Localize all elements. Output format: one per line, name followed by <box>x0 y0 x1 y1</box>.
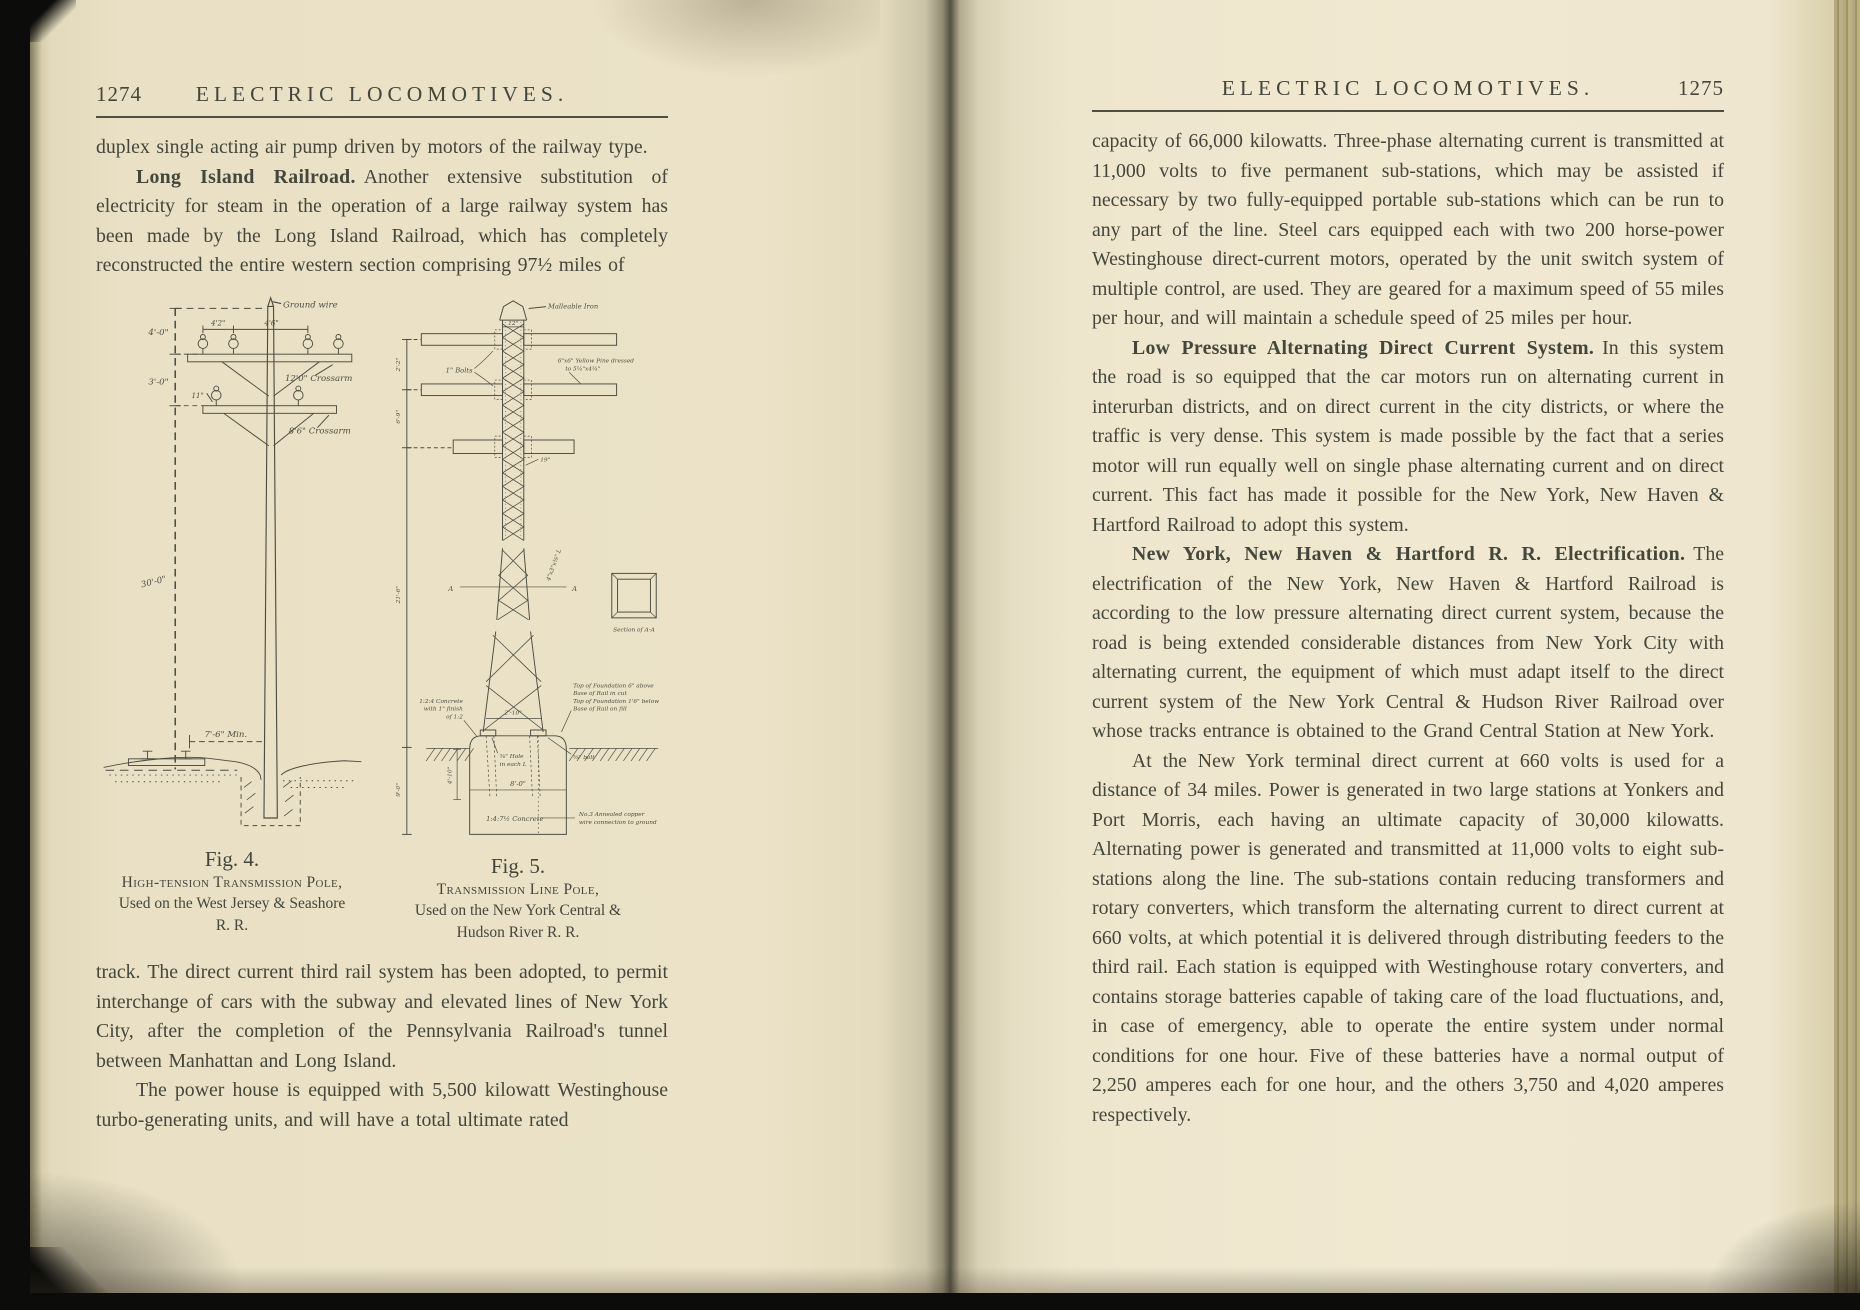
fig5-drawing <box>368 295 668 846</box>
figure-row <box>96 295 668 944</box>
figure-4-title-line: Used on the West Jersey & Seashore <box>118 895 346 912</box>
fig4-pole-pit <box>241 776 300 825</box>
fig4-insulators-upper <box>198 334 343 354</box>
fig4-label-ground-wire: Ground wire <box>283 299 338 310</box>
fig5-label-found-4: Base of Rail on fill <box>573 706 627 713</box>
top-fold-shadow <box>590 0 880 78</box>
fig4-pole <box>264 297 281 817</box>
fig5-label-found-1: Top of Foundation 6" above <box>573 682 654 689</box>
book-fore-edge <box>1834 0 1860 1293</box>
paragraph <box>96 1076 668 1135</box>
fig5-malleable-cap <box>500 300 546 326</box>
paragraph-text: capacity of 66,000 kilowatts. Three-phase alternating current is transmitted at 11,000 volts to five permanent sub-stations, which may be assisted if necessary by two fully-equipped portable sub-stations which can be run to any part of the line. Steel cars equipped each with two 200 horse-power Westinghouse direct-current motors, operated by the unit switch system of multiple control, are used. They are geared for a maximum speed of 55 miles per hour, and will maintain a schedule speed of 25 miles per hour. <box>1092 130 1724 329</box>
fig5-label-ground-2: wire connection to ground <box>578 819 657 826</box>
fig5-label-found-3: Top of Foundation 1'6" below <box>573 698 660 705</box>
fig5-label-dim-4-10: 4'-10" <box>447 766 454 784</box>
section-heading: Low Pressure Alternating Direct Current System. <box>1132 336 1595 359</box>
fig4-insulators-lower <box>211 386 303 406</box>
fig5-label-dim-8-0: 8'-0" <box>510 779 526 788</box>
fig4-label-dim-4-6: 4'6" <box>264 318 279 328</box>
paper-left-edge-shadow <box>30 0 42 1293</box>
page-left <box>96 82 668 1135</box>
figure-5-title-line: Hudson River R. R. <box>456 923 580 941</box>
paragraph-text: In this system the road is so equipped that the car motors run on alternating current in interurban districts, and on direct current in the city districts, or where the traffic is very dense. This system is made possible by the fact that a series motor will run equally well on single phase alternating current and on direct current. This fact has made it possible for the New York, New Haven & Hartford Railroad to adopt this system. <box>1092 336 1724 536</box>
page-number-left: 1274 <box>96 82 142 106</box>
section-heading: New York, New Haven & Hartford R. R. Electrification. <box>1132 543 1686 565</box>
fig5-label-dim-6-9: 6'-9" <box>396 409 403 424</box>
paragraph-text: The power house is equipped with 5,500 kilowatt Westinghouse turbo-generating units, and will have a total ultimate rated <box>96 1079 668 1131</box>
figure-5-number: Fig. 5. <box>490 853 546 878</box>
fig5-label-dim-21-6: 21'-6" <box>396 585 403 603</box>
figure-4-caption <box>96 847 368 937</box>
figure-4 <box>96 295 368 944</box>
fig5-label-dim-9-0: 9'-0" <box>396 782 403 797</box>
bottom-edge-shadow <box>30 1267 1860 1293</box>
fig5-crossarms <box>421 329 616 464</box>
fig5-label-hole-2: in each L <box>499 761 527 768</box>
fig5-label-found-2: Base of Rail in cut <box>573 690 627 697</box>
fig4-label-dim-30-0: 30'-0" <box>140 574 168 590</box>
figure-5-caption <box>368 854 668 944</box>
fig4-label-dim-4-2: 4'2" <box>210 318 226 328</box>
fig5-label-dim-2-2: 2'-2" <box>396 357 403 371</box>
fig4-label-dim-3-0: 3'-0" <box>148 377 169 388</box>
figure-5-title-line: Transmission Line Pole, <box>436 880 600 898</box>
fig4-drawing <box>96 295 368 839</box>
fig5-label-concrete-2: with 1" finish <box>423 706 463 713</box>
fig5-label-dim-2-10: 2'-10" <box>504 710 522 717</box>
page-right <box>1092 76 1724 1130</box>
fig5-dimension-lines <box>402 339 453 834</box>
paragraph <box>96 133 668 163</box>
paragraph-text: Another extensive substitution of electricity for steam in the operation of a large railway system has been made by the Long Island Railroad, which has completely reconstructed the entire western section comprising 97½ miles of <box>96 165 668 276</box>
paragraph <box>96 958 668 1076</box>
figure-4-title-line: High-tension Transmission Pole, <box>121 873 343 891</box>
fig4-label-crossarm-12: 12'0" Crossarm <box>284 373 353 384</box>
page-right-header <box>1092 76 1724 101</box>
figure-4-number: Fig. 4. <box>204 846 260 871</box>
paragraph-text: At the New York terminal direct current at 660 volts is used for a distance of 34 miles. Power is generated in two large stations at Yonkers and Port Morris, each having an ultimate capacity of 30,000 kilowatts. Alternating power is generated and transmitted at 11,000 volts to eight sub-stations along the line. The sub-stations contain reducing transformers and rotary converters, which transform the alternating current to direct current at 660 volts, at which potential it is delivered through distributing feeders to the third rail. Each station is equipped with Westinghouse rotary converters, and contains storage batteries capable of taking care of the load fluctuations, and, in case of emergency, able to operate the entire system under normal conditions for one hour. Five of these batteries have a normal output of 2,250 amperes each for one hour, and the others 3,750 and 4,020 amperes respectively. <box>1092 749 1724 1126</box>
paragraph <box>1092 127 1724 334</box>
fig5-label-a-right: A <box>572 584 578 593</box>
running-head-left: ELECTRIC LOCOMOTIVES. <box>195 82 569 106</box>
paragraph <box>1092 334 1724 541</box>
header-rule-right <box>1092 110 1724 112</box>
fig4-upper-crossarm <box>188 325 352 396</box>
section-heading: Long Island Railroad. <box>136 165 356 188</box>
paragraph <box>1092 747 1724 1131</box>
page-gutter-shadow <box>880 0 1070 1293</box>
running-head-right: ELECTRIC LOCOMOTIVES. <box>1221 76 1595 100</box>
paragraph <box>1092 540 1724 747</box>
page-left-header <box>96 82 668 107</box>
fig5-label-ground-1: No.3 Annealed copper <box>578 811 645 818</box>
fig5-label-dim-12: 12" <box>508 320 519 327</box>
fig5-label-a-left: A <box>448 584 454 593</box>
figure-5 <box>368 295 668 944</box>
fig5-label-section: Section of A-A <box>613 626 655 633</box>
fig5-label-angle-size: 4"x3"x⅜" L <box>546 548 564 582</box>
fig5-ground <box>426 748 658 761</box>
paragraph-text: The electrification of the New York, New Haven & Hartford Railroad is according to the low pressure alternating direct current system, because the road is being extended considerable distances from New York City with alternating current, the equipment of which must adapt itself to the direct current system of the New York Central & Hudson River Railroad over whose tracks entrance is obtained to the Grand Central Station at New York. <box>1092 543 1724 742</box>
header-rule-left <box>96 116 668 118</box>
fig5-label-malleable-iron: Malleable Iron <box>547 302 599 311</box>
fig4-label-crossarm-8-6: 8'6" Crossarm <box>288 425 351 436</box>
fig5-tower-upper <box>460 548 566 620</box>
paragraph <box>96 163 668 281</box>
fig5-label-bolts: 1" Bolts <box>445 365 473 374</box>
fig4-label-dim-7-6: 7'-6" Min. <box>204 729 248 740</box>
fig5-section-detail <box>612 573 656 617</box>
fig4-dimension-lines <box>106 308 264 770</box>
fig4-ground <box>104 751 362 787</box>
fig5-label-pine-2: to 5¼"x4¼" <box>565 365 601 372</box>
fig5-label-dim-19: 19" <box>540 456 551 463</box>
fig5-label-bolt: ⅝" bolt <box>573 754 595 761</box>
fig5-label-concrete-1: 1:2:4 Concrete <box>419 698 463 705</box>
corner-shadow-top-left <box>30 0 76 42</box>
fig5-label-pine-1: 6"x6" Yellow Pine dressed <box>557 358 634 365</box>
fig5-label-concrete-main: 1:4:7½ Concrete <box>486 814 544 823</box>
fig5-tower-lower <box>483 631 543 732</box>
fig4-label-dim-4-0: 4'-0" <box>148 327 169 338</box>
fig5-label-hole-1: ⅝" Hole <box>499 753 524 760</box>
paragraph-text: track. The direct current third rail system has been adopted, to permit interchange of cars with the subway and elevated lines of New York City, after the completion of the Pennsylvania Railroad's tunnel between Manhattan and Long Island. <box>96 961 668 1072</box>
page-number-right: 1275 <box>1678 76 1724 100</box>
figure-5-title-line: Used on the New York Central & <box>414 902 622 919</box>
fig5-label-concrete-3: of 1:2 <box>446 713 463 720</box>
figure-4-title-line: R. R. <box>215 916 249 934</box>
fig5-lattice-mast <box>503 320 524 540</box>
paragraph-text: duplex single acting air pump driven by motors of the railway type. <box>96 136 648 158</box>
fig4-lower-crossarm <box>203 386 337 446</box>
fig4-label-dim-11: 11" <box>191 390 204 400</box>
